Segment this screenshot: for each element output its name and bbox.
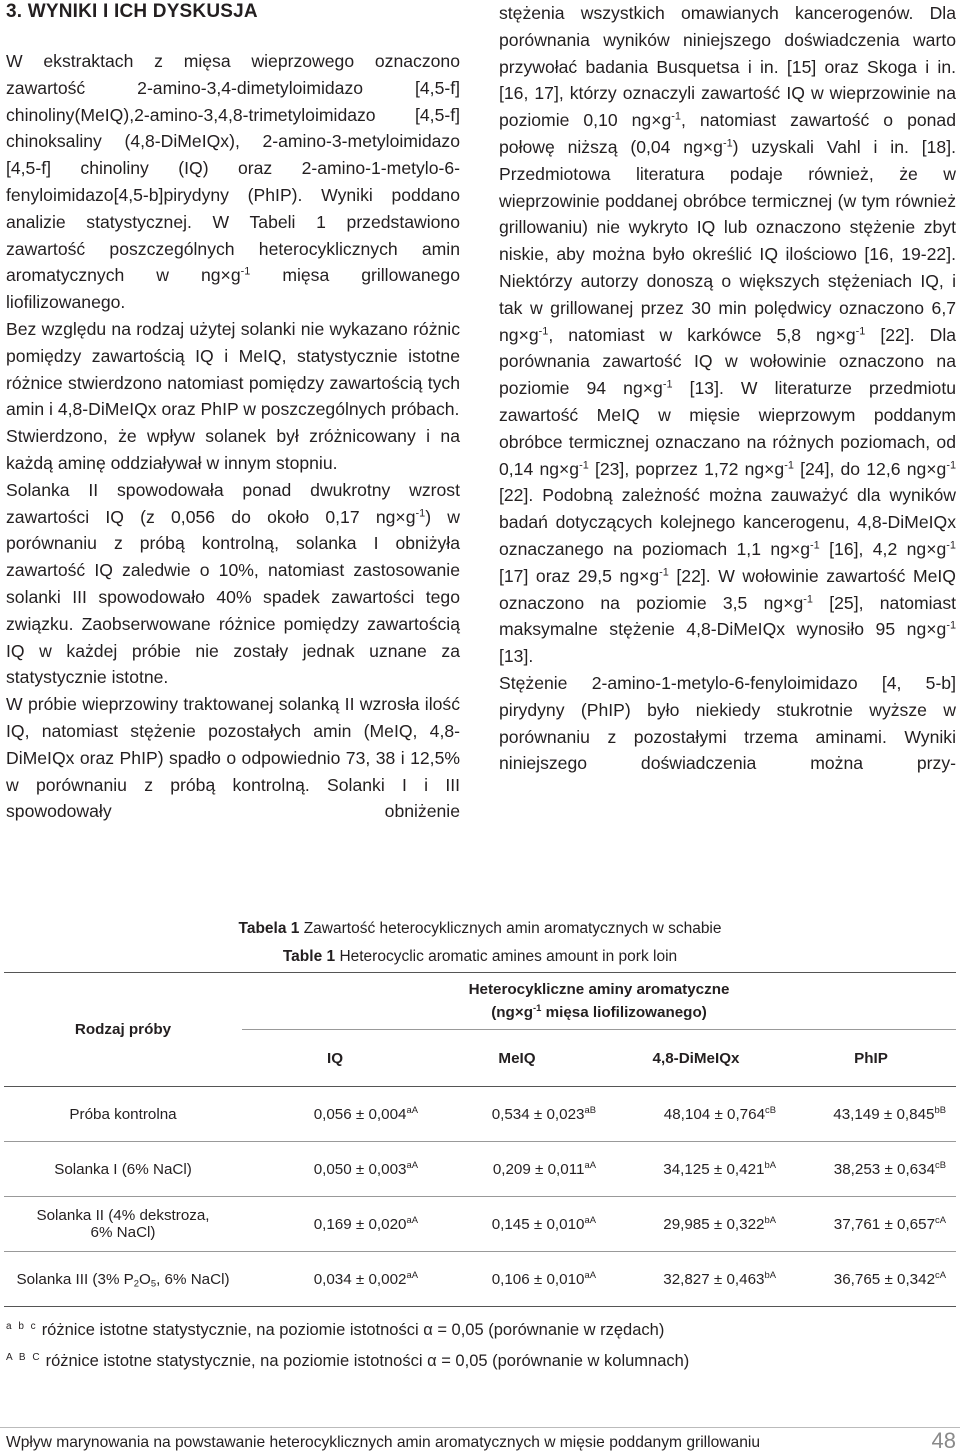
paragraph: Bez względu na rodzaj użytej solanki nie wykazano różnic pomiędzy zawartością IQ i MeIQ, statystycznie istotne różnice stwierdzono natomiast pomiędzy zawartością tych amin i 4,8-DiMeIQx oraz PhIP w poszczególnych próbach. [6, 318, 460, 420]
row-label: Solanka I (6% NaCl) [4, 1142, 242, 1197]
table-cell: $48,104 \pm 0,764^{cB}$ [606, 1087, 786, 1142]
table-cell: $38,253 \pm 0,634^{cB}$ [786, 1142, 956, 1197]
caption-english: Table 1 Heterocyclic aromatic amines amount in pork loin [282, 948, 678, 965]
footnote: $^{A B C}$ różnice istotne statystycznie, na poziomie istotności α = 0,05 (porównanie w kolumnach) [6, 1352, 690, 1370]
paragraph [6, 477, 460, 691]
table-row [4, 1197, 956, 1252]
table-cell: $34,125 \pm 0,421^{bA}$ [606, 1142, 786, 1197]
paragraph: W próbie wieprzowiny traktowanej solanką II wzrosła ilość IQ, natomiast stężenie pozostałych amin (MeIQ, 4,8-DiMeIQx oraz PhIP) spadło o odpowiednio 73, 38 i 12,5% w porównaniu z próbą kontrolną. Solanki I i III spowodowały obniżenie [6, 694, 460, 822]
unit: ng×g [200, 265, 241, 286]
column-header: PhIP [786, 1030, 956, 1087]
page-number: 48 [931, 1428, 956, 1453]
table-footnotes [6, 1313, 689, 1375]
table-cell: $0,050 \pm 0,003^{aA}$ [242, 1142, 428, 1197]
table-row [4, 1252, 956, 1307]
paragraph-text: mięsa grillowanego liofilizowanego. [6, 265, 461, 313]
paragraph-text: ) w porównaniu z próbą kontrolną, solanka I obniżyła zawartość IQ zaledwie o 10%, natomiast zastosowanie solanki III spowodowało 40% spadek zawartości tego związku. Zaobserwowane różnice pomiędzy zawartością IQ w każdej próbie nie zostały jednak uznane za statystycznie istotne. [6, 506, 460, 688]
paragraph-text: Solanka II spowodowała ponad dwukrotny wzrost zawartości IQ (z 0,056 do około 0,17 [6, 479, 460, 527]
caption-polish: Tabela 1 Zawartość heterocyklicznych amin aromatycznych w schabie [238, 920, 722, 937]
paragraph [6, 48, 460, 316]
column-header: MeIQ [428, 1030, 606, 1087]
right-column [499, 0, 956, 777]
footnote: $^{a b c}$ różnice istotne statystycznie, na poziomie istotności α = 0,05 (porównanie w rzędach) [6, 1321, 665, 1339]
paragraph: stężenia wszystkich omawianych kancerogenów. Dla porównania wyników niniejszego doświadczenia warto przywołać badania Busquetsa i in. [15] oraz Skoga i in. [16, 17], którzy oznaczyli zawartość IQ w wieprzowinie na poziomie 0,10 $ng\times g^{-1}$, natomiast zawartość o ponad połowę niższą (0,04 $ng\times g^{-1}$) uzyskali Vahl i in. [18]. Przedmiotowa literatura podaje również, że w wieprzowinie poddanej obróbce termicznej (w tym również grillowaniu) nie wykryto IQ lub oznaczono stężenie zbyt niskie, aby można było określić IQ ilościowo [16, 19-22]. Niektórzy autorzy donoszą o większych stężeniach IQ, i tak w grillowanej przez 30 min polędwicy oznaczono 6,7 $ng\times g^{-1}$, natomiast w karkówce 5,8 $ng\times g^{-1}$ [22]. Dla porównania zawartość IQ w wołowinie oznaczono na poziomie 94 $ng\times g^{-1}$ [13]. W literaturze przedmiotu zawartość MeIQ w mięsie wieprzowym poddanym obróbce termicznej oznaczano na różnych poziomach, od 0,14 $ng\times g^{-1}$ [23], poprzez 1,72 $ng\times g^{-1}$ [24], do 12,6 $ng\times g^{-1}$ [22]. Podobną zależność można zauważyć dla wyników badań dotyczących kolejnego kancerogenu, 4,8-DiMeIQx oznaczanego na poziomach 1,1 $ng\times g^{-1}$ [16], 4,2 $ng\times g^{-1}$ [17] oraz 29,5 $ng\times g^{-1}$ [22]. W wołowinie zawartość MeIQ oznaczono na poziomie 3,5 $ng\times g^{-1}$ [25], natomiast maksymalne stężenie 4,8-DiMeIQx wynosiło 95 $ng\times g^{-1}$ [13]. [499, 3, 957, 667]
column-header: 4,8-DiMeIQx [606, 1030, 786, 1087]
table-cell: $43,149 \pm 0,845^{bB}$ [786, 1087, 956, 1142]
table-cell: $29,985 \pm 0,322^{bA}$ [606, 1197, 786, 1252]
row-header: Rodzaj próby [4, 973, 242, 1087]
paragraph: Stwierdzono, że wpływ solanek był zróżnicowany i na każdą aminę oddziaływał w innym stopniu. [6, 426, 460, 473]
column-header: IQ [242, 1030, 428, 1087]
paragraph-text: W ekstraktach z mięsa wieprzowego oznaczono zawartość 2-amino-3,4-dimetyloimidazo [4,5-f] chinoliny(MeIQ),2-amino-3,4,8-trimetyloimidazo [4,5-f] chinoksaliny (4,8-DiMeIQx), 2-amino-3-metyloimidazo [4,5-f] chinoliny (IQ) oraz 2-amino-1-metylo-6-fenyloimidazo[4,5-b]pirydyny (PhIP). Wyniki poddano analizie statystycznej. W Tabeli 1 przedstawiono zawartość poszczególnych heterocyklicznych amin aromatycznych w [6, 51, 460, 286]
paragraph: Stężenie 2-amino-1-metylo-6-fenyloimidazo [4, 5-b] pirydyny (PhIP) było niekiedy stukrotnie wyższe w porównaniu z pozostałymi trzema aminami. Wyniki niniejszego doświadczenia można przy- [499, 672, 956, 774]
table-row [4, 1142, 956, 1197]
footer-divider [0, 1427, 960, 1428]
table-cell: $0,056 \pm 0,004^{aA}$ [242, 1087, 428, 1142]
section-heading: 3. WYNIKI I ICH DYSKUSJA [6, 1, 258, 22]
left-column [6, 0, 460, 825]
table-cell: $0,145 \pm 0,010^{aA}$ [428, 1197, 606, 1252]
table-cell: $0,169 \pm 0,020^{aA}$ [242, 1197, 428, 1252]
table-row [4, 1087, 956, 1142]
exponent: -1 [415, 506, 426, 519]
row-label: Próba kontrolna [4, 1087, 242, 1142]
row-label: Solanka II (4% dekstroza, 6% NaCl) [4, 1197, 242, 1252]
results-table [4, 972, 956, 1307]
table-cell: $32,827 \pm 0,463^{bA}$ [606, 1252, 786, 1307]
exponent: -1 [240, 265, 251, 278]
running-title: Wpływ marynowania na powstawanie heterocyklicznych amin aromatycznych w mięsie poddanym grillowaniu [6, 1434, 761, 1451]
group-header: Heterocykliczne aminy aromatyczne ($ng\times g^{-1}$ mięsa liofilizowanego) [242, 973, 956, 1030]
table-cell: $36,765 \pm 0,342^{cA}$ [786, 1252, 956, 1307]
table-cell: $37,761 \pm 0,657^{cA}$ [786, 1197, 956, 1252]
table-cell: $0,106 \pm 0,010^{aA}$ [428, 1252, 606, 1307]
table-cell: $0,209 \pm 0,011^{aA}$ [428, 1142, 606, 1197]
unit: ng×g [375, 506, 416, 527]
row-label: Solanka III (3% $P_2O_5$, 6% NaCl) [4, 1252, 242, 1307]
table-cell: $0,534 \pm 0,023^{aB}$ [428, 1087, 606, 1142]
table-cell: $0,034 \pm 0,002^{aA}$ [242, 1252, 428, 1307]
table-caption [0, 915, 960, 971]
